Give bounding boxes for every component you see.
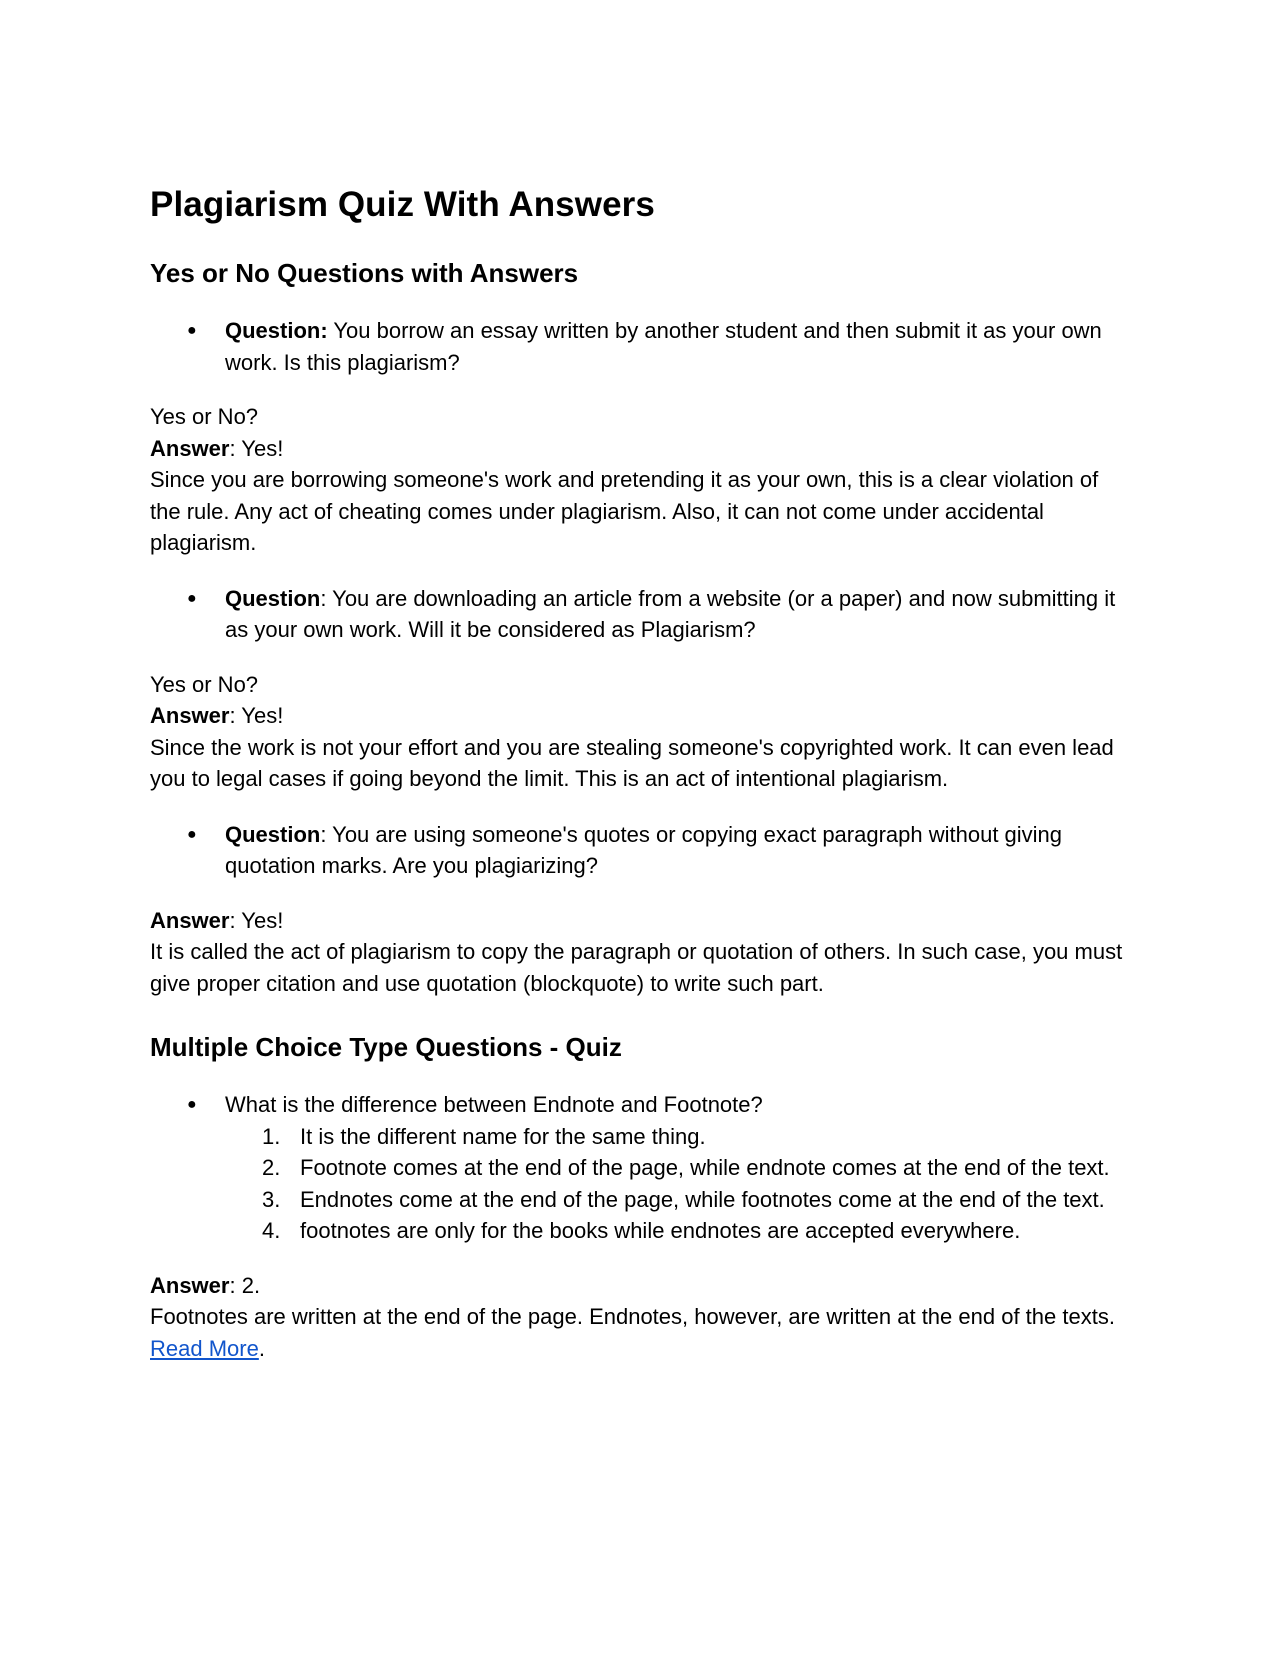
- answer-explanation: It is called the act of plagiarism to copy the paragraph or quotation of others. In such case, you must give proper citation and use quotation (blockquote) to write such part.: [150, 939, 1123, 996]
- explanation-text: Footnotes are written at the end of the page. Endnotes, however, are written at the end of the texts.: [150, 1304, 1115, 1329]
- option-text: It is the different name for the same thing.: [300, 1123, 706, 1149]
- answer-line: [150, 1270, 1130, 1302]
- question-list: [150, 315, 1130, 378]
- answer-explanation: Since you are borrowing someone's work and pretending it as your own, this is a clear violation of the rule. Any act of cheating comes under plagiarism. Also, it can not come under accidental plagiarism.: [150, 467, 1099, 555]
- question-text: : You are using someone's quotes or copying exact paragraph without giving quotation marks. Are you plagiarizing?: [225, 821, 1063, 878]
- answer-label: Answer: [150, 703, 230, 728]
- option-number: 1.: [262, 1123, 281, 1149]
- yes-no-prompt: Yes or No?: [150, 404, 259, 429]
- mcq-option: [150, 1215, 1130, 1247]
- question-text: : You are downloading an article from a website (or a paper) and now submitting it as your own work. Will it be considered as Plagiarism?: [225, 585, 1116, 642]
- answer-label: Answer: [150, 1272, 230, 1298]
- option-text: Endnotes come at the end of the page, while footnotes come at the end of the text.: [300, 1186, 1105, 1212]
- question-label: Question: [225, 821, 321, 847]
- answer-line: [150, 905, 1130, 937]
- question-item: [150, 819, 1130, 882]
- mcq-list: [150, 1089, 1130, 1121]
- option-number: 4.: [262, 1218, 281, 1243]
- answer-value: : 2.: [229, 1272, 261, 1298]
- yes-no-prompt: Yes or No?: [150, 671, 259, 697]
- answer-label: Answer: [150, 907, 230, 933]
- answer-explanation: [150, 1301, 1130, 1364]
- answer-line: [150, 700, 1130, 732]
- bullet-icon: ●: [187, 589, 197, 607]
- bullet-icon: ●: [187, 825, 197, 843]
- answer-explanation: Since the work is not your effort and you are stealing someone's copyrighted work. It can even lead you to legal cases if going beyond the limit. This is an act of intentional plagiarism.: [150, 734, 1114, 791]
- answer-block: [150, 669, 1130, 795]
- answer-value: : Yes!: [229, 907, 284, 933]
- mcq-option: [150, 1152, 1130, 1184]
- answer-block: [150, 401, 1130, 559]
- mcq-question-text: What is the difference between Endnote and Footnote?: [225, 1092, 763, 1117]
- explanation-period: .: [258, 1335, 265, 1361]
- option-text: Footnote comes at the end of the page, while endnote comes at the end of the text.: [300, 1155, 1110, 1180]
- question-text: You borrow an essay written by another student and then submit it as your own work. Is this plagiarism?: [225, 318, 1102, 375]
- option-number: 3.: [262, 1186, 281, 1212]
- question-item: [150, 315, 1130, 378]
- option-text: footnotes are only for the books while endnotes are accepted everywhere.: [300, 1218, 1021, 1243]
- mcq-options: [150, 1121, 1130, 1247]
- mcq-option: [150, 1121, 1130, 1153]
- question-label: Question: [225, 585, 321, 611]
- document-page: [150, 183, 1130, 1364]
- answer-value: : Yes!: [229, 703, 284, 728]
- section-heading-multiple-choice: Multiple Choice Type Questions - Quiz: [150, 1032, 622, 1062]
- bullet-icon: ●: [187, 322, 197, 339]
- document-title: Plagiarism Quiz With Answers: [150, 185, 655, 224]
- answer-value: : Yes!: [229, 435, 284, 461]
- answer-label: Answer: [150, 435, 230, 461]
- bullet-icon: ●: [187, 1096, 197, 1113]
- question-item: [150, 583, 1130, 646]
- question-list: [150, 583, 1130, 646]
- mcq-question-item: [150, 1089, 1130, 1121]
- answer-block: [150, 905, 1130, 1000]
- read-more-link[interactable]: Read More: [150, 1335, 259, 1361]
- answer-line: [150, 433, 1130, 465]
- question-label: Question:: [225, 318, 328, 343]
- section-heading-yes-no: Yes or No Questions with Answers: [150, 258, 579, 288]
- mcq-option: [150, 1184, 1130, 1216]
- question-list: [150, 819, 1130, 882]
- option-number: 2.: [262, 1155, 281, 1180]
- answer-block: [150, 1270, 1130, 1365]
